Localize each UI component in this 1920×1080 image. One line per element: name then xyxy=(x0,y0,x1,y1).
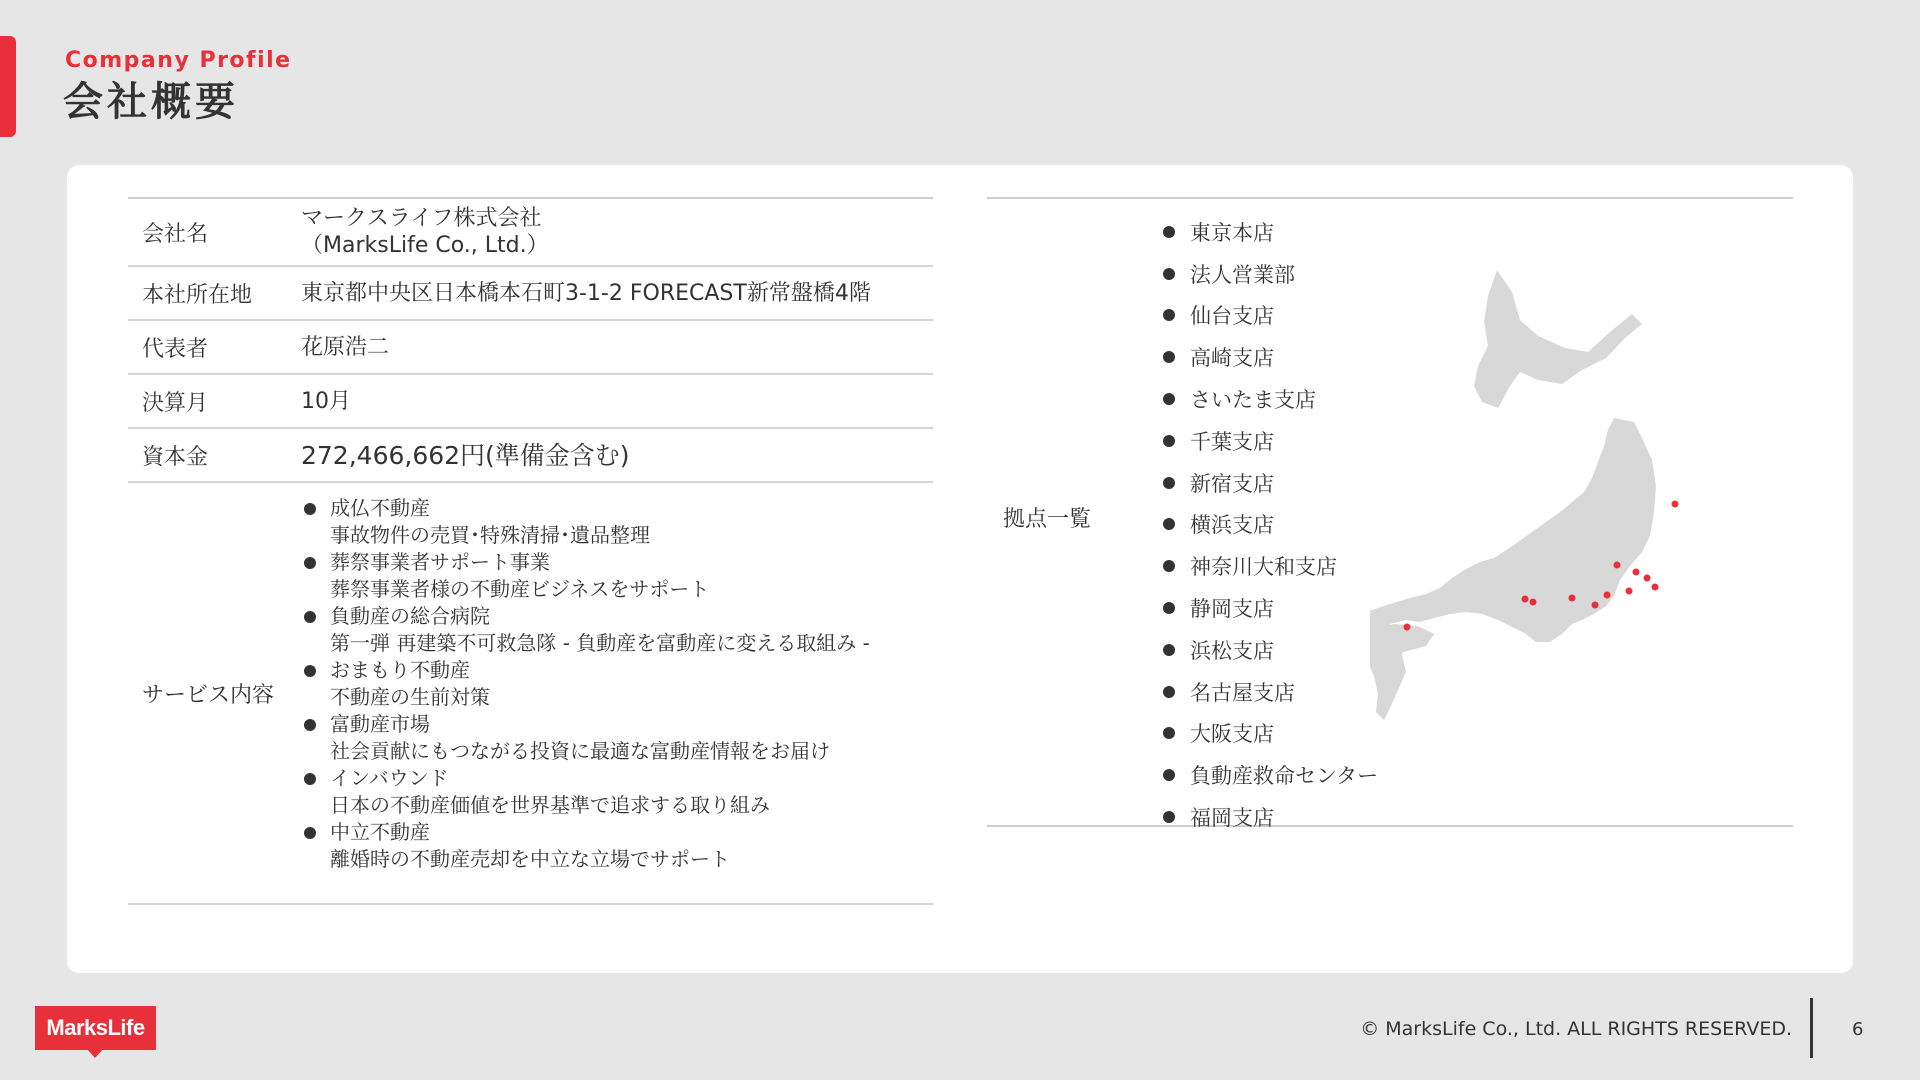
base-name: 福岡支店 xyxy=(1190,806,1274,831)
service-desc: 第一弾 再建築不可救急隊 - 負動産を富動産に変える取組み - xyxy=(330,631,870,655)
base-item xyxy=(1163,420,1378,462)
base-name: 大阪支店 xyxy=(1190,722,1274,747)
base-name: 新宿支店 xyxy=(1190,471,1274,496)
row-address xyxy=(128,267,933,321)
bullet-icon xyxy=(1163,518,1175,530)
value-representative: 花原浩二 xyxy=(301,334,390,360)
base-name: 仙台支店 xyxy=(1190,304,1274,329)
bullet-icon xyxy=(1163,226,1175,238)
service-item xyxy=(301,819,870,873)
bullet-icon xyxy=(1163,268,1175,280)
marker-yokohama xyxy=(1626,588,1633,595)
row-fiscal-month xyxy=(128,375,933,429)
row-company-name xyxy=(128,199,933,267)
bullet-icon xyxy=(1163,351,1175,363)
service-item xyxy=(301,765,870,819)
base-item xyxy=(1163,629,1378,671)
service-name: インバウンド xyxy=(330,766,449,790)
base-item xyxy=(1163,336,1378,378)
bullet-icon xyxy=(1163,686,1175,698)
service-name: 負動産の総合病院 xyxy=(330,604,490,628)
service-item xyxy=(301,495,870,549)
marker-tokyo xyxy=(1644,575,1651,582)
marker-saitama xyxy=(1633,569,1640,576)
service-desc: 離婚時の不動産売却を中立な立場でサポート xyxy=(330,847,730,871)
service-name: おまもり不動産 xyxy=(330,658,470,682)
bullet-icon xyxy=(1163,435,1175,447)
row-representative xyxy=(128,321,933,375)
service-desc: 不動産の生前対策 xyxy=(330,685,490,709)
bullet-icon xyxy=(1163,644,1175,656)
bullet-icon xyxy=(1163,309,1175,321)
page-subtitle: Company Profile xyxy=(65,48,292,73)
service-desc: 事故物件の売買･特殊清掃･遺品整理 xyxy=(330,523,650,547)
accent-bar xyxy=(0,36,16,137)
bullet-icon xyxy=(304,773,316,785)
bullet-icon xyxy=(1163,560,1175,572)
marker-nagoya xyxy=(1522,596,1529,603)
bullet-icon xyxy=(304,827,316,839)
bullet-icon xyxy=(1163,811,1175,823)
bullet-icon xyxy=(1163,477,1175,489)
bullet-icon xyxy=(304,557,316,569)
value-address: 東京都中央区日本橋本石町3-1-2 FORECAST新常盤橋4階 xyxy=(301,280,871,306)
value-fiscal-month: 10月 xyxy=(301,388,351,414)
base-item xyxy=(1163,796,1378,838)
base-name: 高崎支店 xyxy=(1190,346,1274,371)
company-name-en: （MarksLife Co., Ltd.） xyxy=(301,233,549,258)
japan-map xyxy=(1370,262,1850,732)
base-name: 神奈川大和支店 xyxy=(1190,555,1337,580)
base-name: 静岡支店 xyxy=(1190,597,1274,622)
base-item xyxy=(1163,378,1378,420)
logo-tip xyxy=(87,1049,103,1058)
base-item xyxy=(1163,587,1378,629)
bullet-icon xyxy=(304,611,316,623)
bullet-icon xyxy=(304,503,316,515)
marker-yamato xyxy=(1604,592,1611,599)
service-name: 成仏不動産 xyxy=(330,496,430,520)
service-item xyxy=(301,549,870,603)
base-item xyxy=(1163,211,1378,253)
company-profile-table xyxy=(128,197,933,905)
base-item xyxy=(1163,295,1378,337)
base-name: 千葉支店 xyxy=(1190,429,1274,454)
label-representative: 代表者 xyxy=(142,336,209,362)
base-item xyxy=(1163,545,1378,587)
footer-divider xyxy=(1810,998,1813,1058)
label-capital: 資本金 xyxy=(142,444,209,470)
services-list xyxy=(301,483,870,873)
bases-label: 拠点一覧 xyxy=(1003,507,1092,532)
marker-shizuoka xyxy=(1592,602,1599,609)
service-name: 富動産市場 xyxy=(330,712,430,736)
base-name: さいたま支店 xyxy=(1190,388,1316,413)
base-name: 東京本店 xyxy=(1190,220,1274,245)
bullet-icon xyxy=(1163,393,1175,405)
base-name: 名古屋支店 xyxy=(1190,680,1295,705)
service-desc: 社会貢献にもつながる投資に最適な富動産情報をお届け xyxy=(330,739,830,763)
base-name: 負動産救命センター xyxy=(1190,764,1379,789)
company-name-jp: マークスライフ株式会社 xyxy=(301,206,542,231)
marker-osaka xyxy=(1530,599,1537,606)
service-desc: 日本の不動産価値を世界基準で追求する取り組み xyxy=(330,793,770,817)
marker-takasaki xyxy=(1614,562,1621,569)
base-item xyxy=(1163,253,1378,295)
base-item xyxy=(1163,754,1378,796)
marker-fukuoka xyxy=(1404,624,1411,631)
label-services: サービス内容 xyxy=(142,682,275,708)
bullet-icon xyxy=(1163,602,1175,614)
value-company-name xyxy=(301,199,549,265)
label-address: 本社所在地 xyxy=(142,282,253,308)
bullet-icon xyxy=(304,665,316,677)
value-capital: 272,466,662円(準備金含む) xyxy=(301,440,630,470)
service-item xyxy=(301,657,870,711)
bullet-icon xyxy=(1163,769,1175,781)
service-item xyxy=(301,711,870,765)
japan-landmass xyxy=(1370,270,1656,720)
base-name: 浜松支店 xyxy=(1190,638,1274,663)
service-desc: 葬祭事業者様の不動産ビジネスをサポート xyxy=(330,577,710,601)
service-item xyxy=(301,603,870,657)
base-name: 横浜支店 xyxy=(1190,513,1274,538)
base-item xyxy=(1163,462,1378,504)
bullet-icon xyxy=(1163,727,1175,739)
marker-chiba xyxy=(1652,584,1659,591)
label-company-name: 会社名 xyxy=(142,221,209,247)
page-number: 6 xyxy=(1852,1019,1864,1040)
marks-life-logo: MarksLife xyxy=(35,1006,156,1050)
copyright-text: © MarksLife Co., Ltd. ALL RIGHTS RESERVED. xyxy=(1360,1018,1792,1040)
base-name: 法人営業部 xyxy=(1190,262,1295,287)
base-item xyxy=(1163,504,1378,546)
bases-list xyxy=(1163,211,1378,838)
base-item xyxy=(1163,671,1378,713)
marker-sendai xyxy=(1672,501,1679,508)
row-services xyxy=(128,483,933,905)
base-item xyxy=(1163,713,1378,755)
marker-hamamatsu xyxy=(1569,595,1576,602)
row-capital xyxy=(128,429,933,483)
bullet-icon xyxy=(304,719,316,731)
service-name: 中立不動産 xyxy=(330,820,430,844)
service-name: 葬祭事業者サポート事業 xyxy=(330,550,550,574)
label-fiscal-month: 決算月 xyxy=(142,390,209,416)
page-title: 会社概要 xyxy=(63,79,239,125)
